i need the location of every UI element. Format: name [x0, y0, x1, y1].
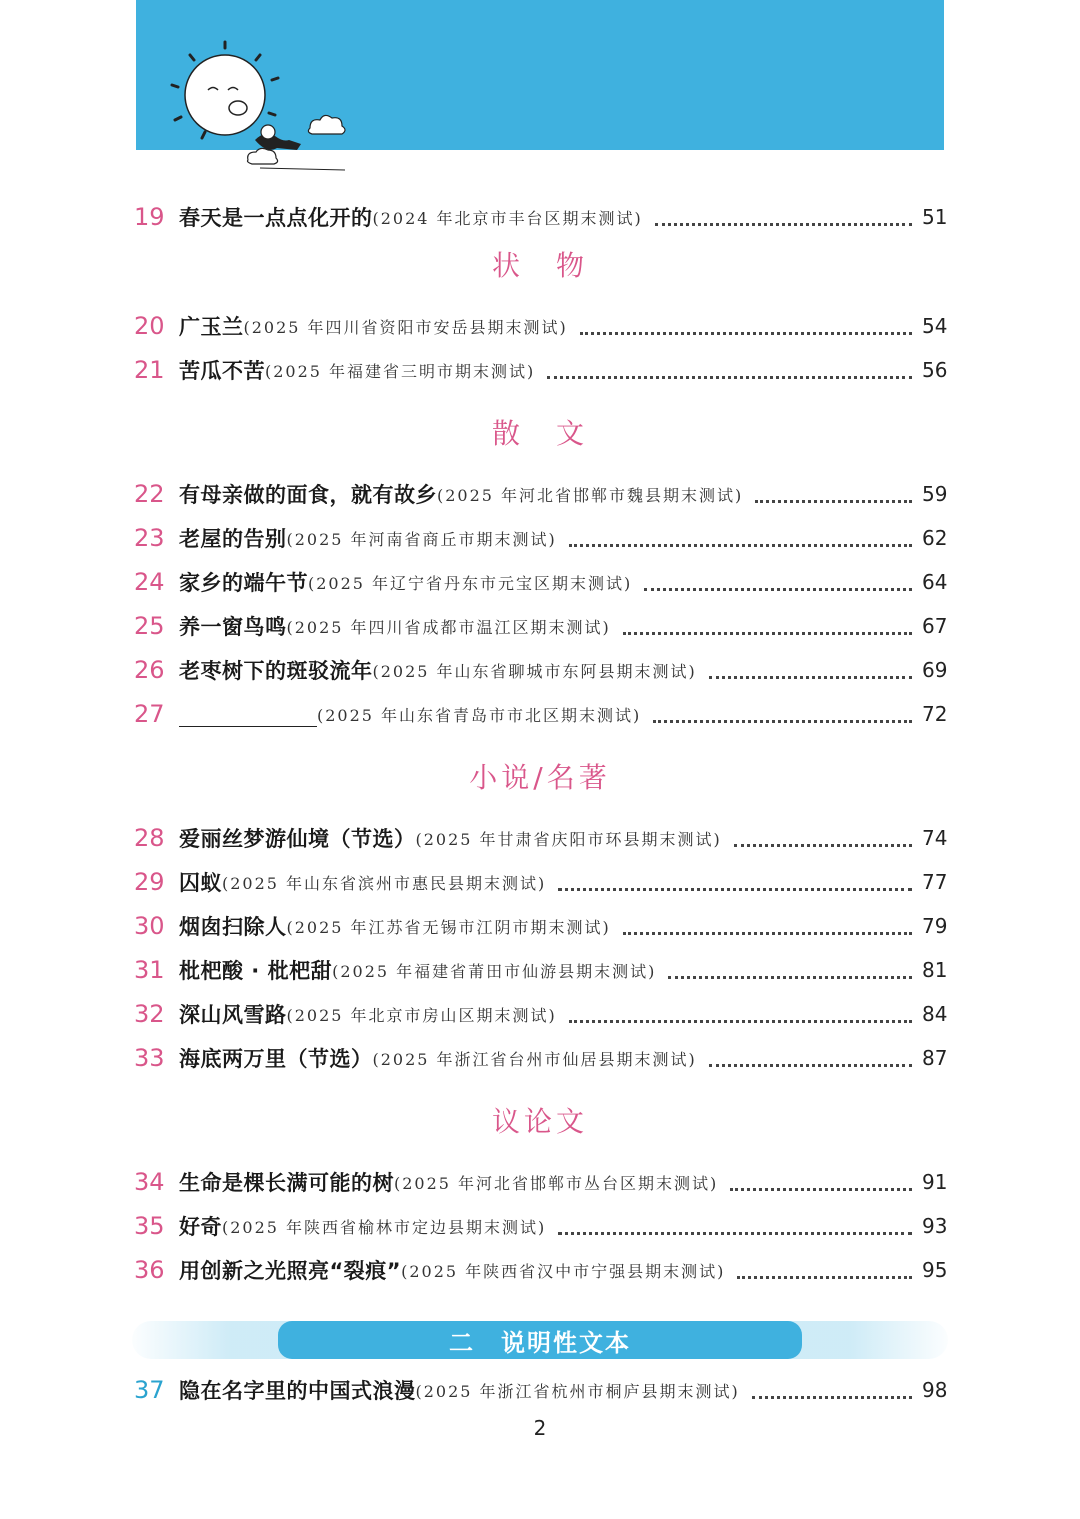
- entry-number: 24: [134, 568, 165, 596]
- leader-dots: [569, 1006, 912, 1023]
- chapter-banner: [132, 1321, 948, 1359]
- entry-source: (2025 年河北省邯郸市魏县期末测试): [437, 485, 744, 505]
- toc-entry-28[interactable]: [134, 820, 946, 856]
- entry-number: 22: [134, 480, 165, 508]
- entry-number: 36: [134, 1256, 165, 1284]
- toc-entry-32[interactable]: [134, 996, 946, 1032]
- entry-source: (2025 年辽宁省丹东市元宝区期末测试): [308, 573, 633, 593]
- toc-entry-27[interactable]: [134, 696, 946, 732]
- entry-title: 囚蚁: [179, 871, 222, 895]
- entry-page: 77: [922, 870, 948, 894]
- section-heading-sanwen: 散 文: [491, 417, 588, 450]
- entry-number: 27: [134, 700, 165, 728]
- entry-page: 84: [922, 1002, 948, 1026]
- entry-title: 隐在名字里的中国式浪漫: [179, 1379, 416, 1403]
- entry-source: (2025 年陕西省汉中市宁强县期末测试): [401, 1261, 726, 1281]
- entry-number: 26: [134, 656, 165, 684]
- entry-source: (2025 年河南省商丘市期末测试): [286, 529, 557, 549]
- entry-source: (2025 年福建省三明市期末测试): [265, 361, 536, 381]
- entry-title: 海底两万里（节选）: [179, 1047, 373, 1071]
- entry-page: 54: [922, 314, 948, 338]
- leader-dots: [580, 318, 912, 335]
- toc-entry-19[interactable]: [134, 199, 946, 235]
- entry-page: 87: [922, 1046, 948, 1070]
- entry-number: 30: [134, 912, 165, 940]
- entry-page: 64: [922, 570, 948, 594]
- toc-entry-21[interactable]: [134, 352, 946, 388]
- entry-title: 烟囱扫除人: [179, 915, 287, 939]
- entry-title: 养一窗鸟鸣: [179, 615, 287, 639]
- entry-source: (2025 年四川省资阳市安岳县期末测试): [243, 317, 568, 337]
- entry-number: 37: [134, 1376, 165, 1404]
- entry-number: 25: [134, 612, 165, 640]
- leader-dots: [644, 574, 912, 591]
- chapter-banner-label: 二 说明性文本: [278, 1321, 802, 1359]
- entry-source: (2025 年浙江省台州市仙居县期末测试): [372, 1049, 697, 1069]
- toc-entry-34[interactable]: [134, 1164, 946, 1200]
- leader-dots: [734, 830, 912, 847]
- entry-number: 32: [134, 1000, 165, 1028]
- leader-dots: [668, 962, 912, 979]
- entry-page: 81: [922, 958, 948, 982]
- entry-title: 生命是棵长满可能的树: [179, 1171, 394, 1195]
- entry-title: 老屋的告别: [179, 527, 287, 551]
- entry-number: 21: [134, 356, 165, 384]
- entry-number: 33: [134, 1044, 165, 1072]
- toc-entry-29[interactable]: [134, 864, 946, 900]
- leader-dots: [655, 209, 912, 226]
- entry-title: 有母亲做的面食，就有故乡: [179, 483, 437, 507]
- entry-number: 20: [134, 312, 165, 340]
- entry-title: 家乡的端午节: [179, 571, 308, 595]
- section-heading-zhuangwu: 状 物: [491, 249, 588, 282]
- entry-source: (2025 年河北省邯郸市丛台区期末测试): [394, 1173, 719, 1193]
- title-blank-line[interactable]: [179, 702, 317, 727]
- leader-dots: [709, 662, 912, 679]
- entry-source: (2025 年福建省莆田市仙游县期末测试): [332, 961, 657, 981]
- entry-title: 苦瓜不苦: [179, 359, 265, 383]
- entry-page: 59: [922, 482, 948, 506]
- toc-entry-36[interactable]: [134, 1252, 946, 1288]
- entry-title: 枇杷酸 · 枇杷甜: [179, 959, 333, 983]
- entry-source: (2025 年陕西省榆林市定边县期末测试): [222, 1217, 547, 1237]
- entry-source: (2025 年浙江省杭州市桐庐县期末测试): [415, 1381, 740, 1401]
- leader-dots: [623, 618, 912, 635]
- entry-number: 23: [134, 524, 165, 552]
- entry-title: 用创新之光照亮“裂痕”: [179, 1259, 402, 1283]
- leader-dots: [730, 1174, 912, 1191]
- entry-source: (2025 年山东省聊城市东阿县期末测试): [372, 661, 697, 681]
- entry-number: 28: [134, 824, 165, 852]
- entry-source: (2025 年甘肃省庆阳市环县期末测试): [415, 829, 722, 849]
- toc-entry-20[interactable]: [134, 308, 946, 344]
- entry-title: 老枣树下的斑驳流年: [179, 659, 373, 683]
- entry-source: (2025 年北京市房山区期末测试): [286, 1005, 557, 1025]
- leader-dots: [737, 1262, 912, 1279]
- entry-number: 35: [134, 1212, 165, 1240]
- toc-entry-25[interactable]: [134, 608, 946, 644]
- entry-source: (2025 年四川省成都市温江区期末测试): [286, 617, 611, 637]
- leader-dots: [623, 918, 912, 935]
- entry-title: 广玉兰: [179, 315, 244, 339]
- entry-page: 93: [922, 1214, 948, 1238]
- entry-title: 深山风雪路: [179, 1003, 287, 1027]
- entry-title: 爱丽丝梦游仙境（节选）: [179, 827, 416, 851]
- entry-source: (2025 年山东省青岛市市北区期末测试): [317, 705, 642, 725]
- section-heading-yilunwen: 议论文: [491, 1105, 588, 1138]
- toc-entry-37[interactable]: [134, 1372, 946, 1408]
- entry-page: 56: [922, 358, 948, 382]
- toc-entry-35[interactable]: [134, 1208, 946, 1244]
- entry-title: 春天是一点点化开的: [179, 206, 373, 230]
- entry-page: 69: [922, 658, 948, 682]
- sun-and-child-illustration: [150, 20, 370, 180]
- entry-source: (2024 年北京市丰台区期末测试): [372, 208, 643, 228]
- toc-entry-33[interactable]: [134, 1040, 946, 1076]
- toc-entry-22[interactable]: [134, 476, 946, 512]
- entry-number: 19: [134, 203, 165, 231]
- entry-source: (2025 年山东省滨州市惠民县期末测试): [222, 873, 547, 893]
- entry-page: 95: [922, 1258, 948, 1282]
- toc-entry-31[interactable]: [134, 952, 946, 988]
- leader-dots: [752, 1382, 912, 1399]
- entry-page: 67: [922, 614, 948, 638]
- entry-page: 62: [922, 526, 948, 550]
- entry-page: 51: [922, 205, 948, 229]
- leader-dots: [558, 1218, 912, 1235]
- toc-entry-24[interactable]: [134, 564, 946, 600]
- leader-dots: [709, 1050, 912, 1067]
- entry-page: 91: [922, 1170, 948, 1194]
- toc-entry-30[interactable]: [134, 908, 946, 944]
- entry-source: (2025 年江苏省无锡市江阴市期末测试): [286, 917, 611, 937]
- leader-dots: [558, 874, 912, 891]
- section-heading-xiaoshuo: 小说/名著: [469, 761, 611, 794]
- leader-dots: [547, 362, 912, 379]
- entry-page: 74: [922, 826, 948, 850]
- entry-page: 98: [922, 1378, 948, 1402]
- toc-entry-26[interactable]: [134, 652, 946, 688]
- leader-dots: [653, 706, 912, 723]
- entry-number: 34: [134, 1168, 165, 1196]
- toc-entry-23[interactable]: [134, 520, 946, 556]
- leader-dots: [569, 530, 912, 547]
- entry-number: 31: [134, 956, 165, 984]
- entry-page: 79: [922, 914, 948, 938]
- entry-title: 好奇: [179, 1215, 222, 1239]
- leader-dots: [755, 486, 912, 503]
- entry-page: 72: [922, 702, 948, 726]
- page-number: 2: [533, 1416, 547, 1440]
- entry-number: 29: [134, 868, 165, 896]
